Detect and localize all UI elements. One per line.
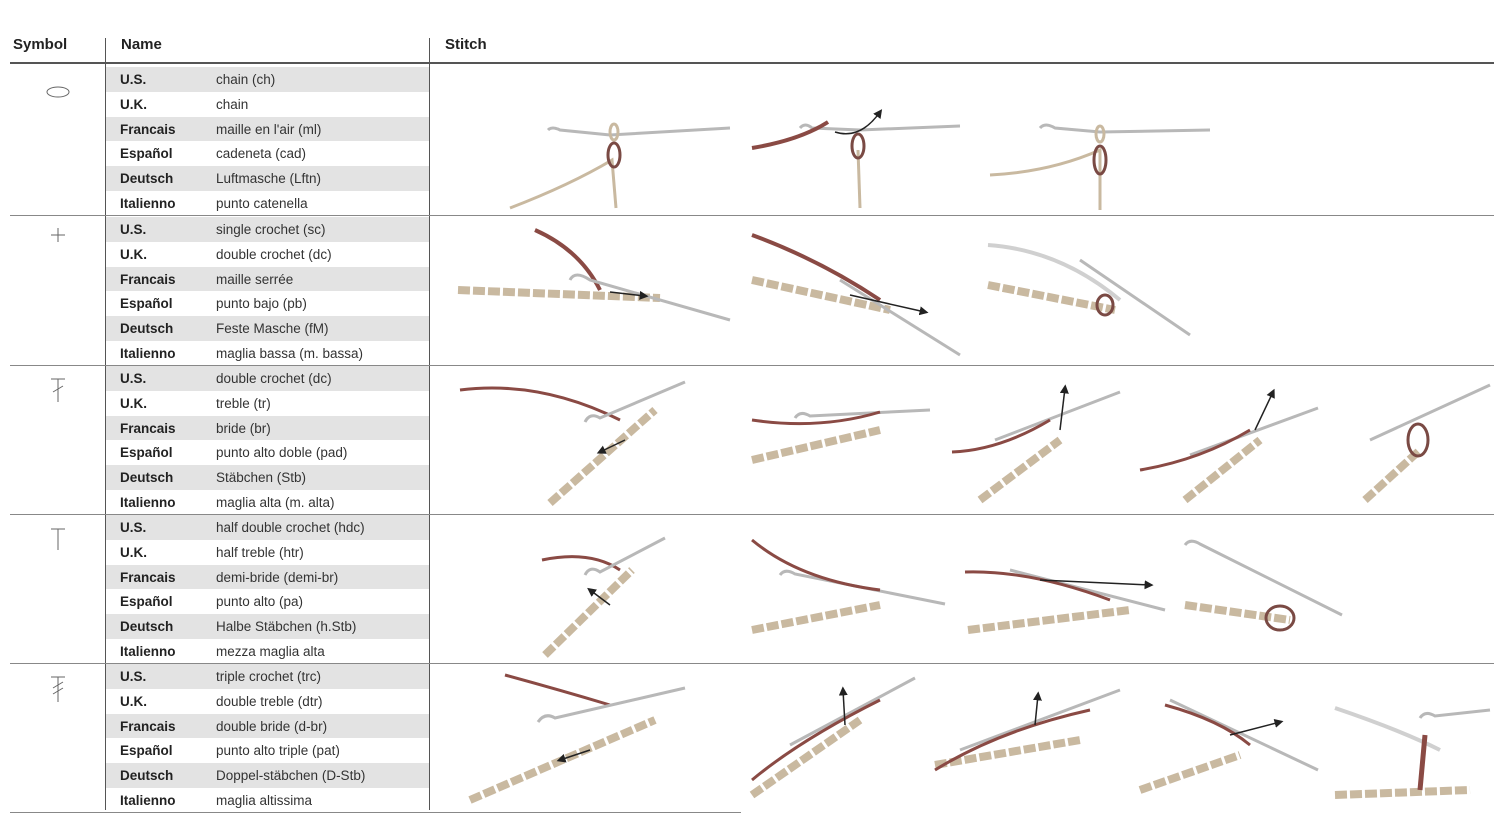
name-row: Deutsch Luftmasche (Lftn) bbox=[106, 166, 429, 191]
name-row: U.K. half treble (htr) bbox=[120, 544, 304, 560]
trc-step-5-illustration bbox=[1335, 708, 1490, 795]
name-row: U.S. half double crochet (hdc) bbox=[106, 515, 429, 540]
name-row: Francais maille en l'air (ml) bbox=[106, 117, 429, 142]
name-row: Deutsch Stäbchen (Stb) bbox=[106, 465, 429, 490]
sc-step-1-illustration bbox=[458, 230, 730, 320]
dc-step-3-illustration bbox=[952, 388, 1120, 500]
name-row: Español punto alto (pa) bbox=[120, 594, 304, 610]
name-row: Deutsch Doppel-stäbchen (D-Stb) bbox=[106, 763, 429, 788]
name-row: Deutsch Feste Masche (fM) bbox=[106, 316, 429, 341]
name-row: Español punto alto doble (pad) bbox=[120, 445, 348, 461]
chain-step-2-illustration bbox=[752, 112, 960, 208]
name-row: Italienno maglia bassa (m. bassa) bbox=[120, 345, 364, 361]
symbol-column-header: Symbol bbox=[13, 36, 68, 53]
name-row: Deutsch Halbe Stäbchen (h.Stb) bbox=[106, 614, 429, 639]
name-row: Español punto bajo (pb) bbox=[120, 296, 307, 312]
hdc-step-3-illustration bbox=[965, 570, 1165, 630]
dc-step-4-illustration bbox=[1140, 392, 1318, 500]
chain-step-1-illustration bbox=[510, 124, 730, 208]
name-row: Francais bride (br) bbox=[106, 416, 429, 441]
name-row: Italienno maglia altissima bbox=[120, 792, 313, 808]
name-row: Español cadeneta (cad) bbox=[120, 146, 307, 162]
trc-step-3-illustration bbox=[935, 690, 1120, 770]
chain-step-3-illustration bbox=[990, 125, 1210, 210]
name-row: U.K. chain bbox=[120, 96, 249, 112]
name-row: Italienno maglia alta (m. alta) bbox=[120, 494, 335, 510]
name-row: Francais double bride (d-br) bbox=[106, 714, 429, 739]
sc-step-3-illustration bbox=[988, 245, 1190, 335]
name-row: Italienno mezza maglia alta bbox=[120, 643, 325, 659]
hdc-step-2-illustration bbox=[752, 540, 945, 630]
hdc-step-1-illustration bbox=[542, 538, 665, 655]
name-row: U.S. chain (ch) bbox=[106, 67, 429, 92]
name-row: Italienno punto catenella bbox=[120, 195, 308, 211]
name-row: U.K. double treble (dtr) bbox=[120, 693, 323, 709]
name-row: Francais demi-bride (demi-br) bbox=[106, 565, 429, 590]
name-row: Español punto alto triple (pat) bbox=[120, 743, 340, 759]
name-row: U.S. double crochet (dc) bbox=[106, 366, 429, 391]
trc-step-2-illustration bbox=[752, 678, 915, 795]
name-column-header: Name bbox=[121, 36, 162, 53]
name-row: U.K. double crochet (dc) bbox=[120, 246, 332, 262]
dc-step-1-illustration bbox=[460, 382, 685, 503]
dc-step-5-illustration bbox=[1365, 385, 1490, 500]
hdc-step-4-illustration bbox=[1185, 541, 1342, 630]
dc-step-2-illustration bbox=[752, 410, 930, 460]
name-row: U.K. treble (tr) bbox=[120, 395, 271, 411]
name-row: U.S. triple crochet (trc) bbox=[106, 664, 429, 689]
trc-step-4-illustration bbox=[1140, 700, 1318, 790]
trc-step-1-illustration bbox=[470, 675, 685, 800]
sc-step-2-illustration bbox=[752, 235, 960, 355]
name-row: Francais maille serrée bbox=[106, 267, 429, 292]
name-row: U.S. single crochet (sc) bbox=[106, 217, 429, 242]
stitch-column-header: Stitch bbox=[445, 36, 487, 53]
